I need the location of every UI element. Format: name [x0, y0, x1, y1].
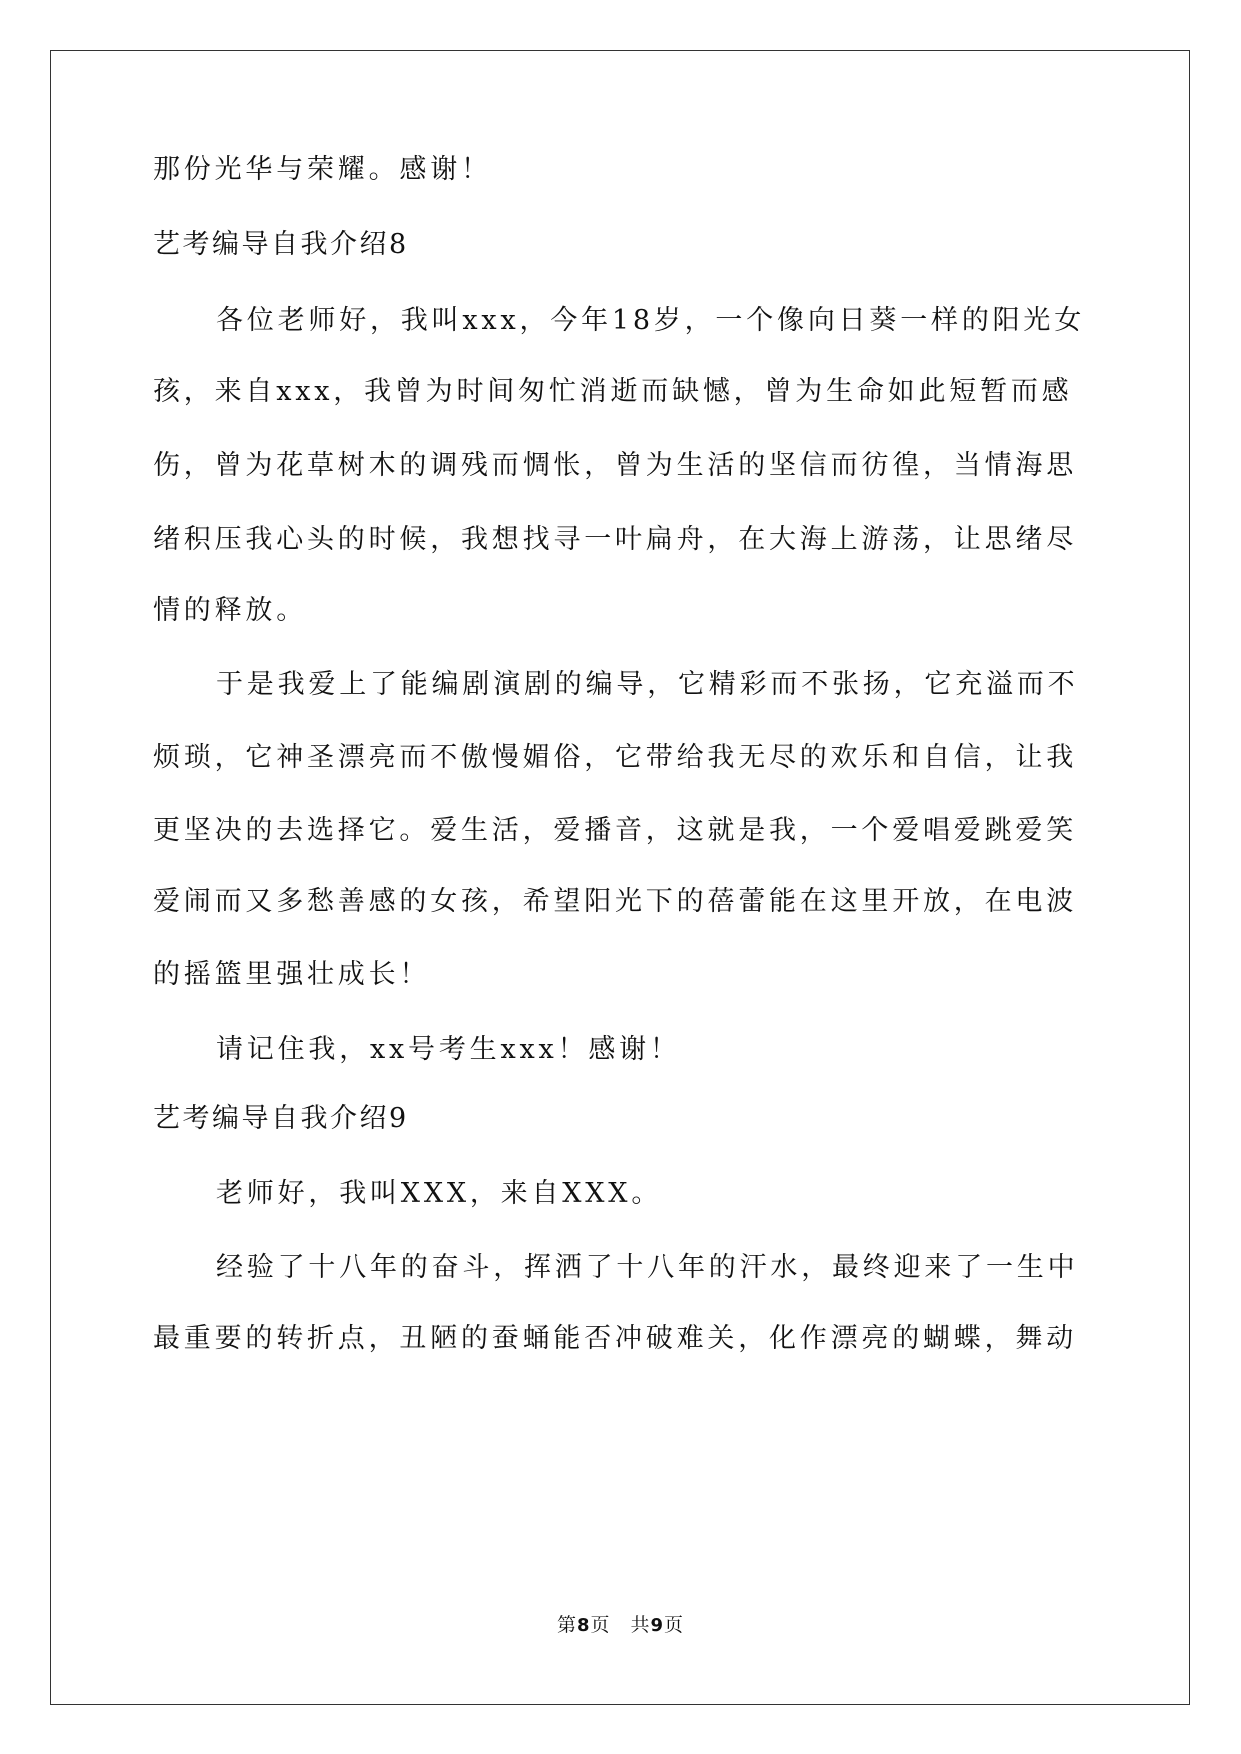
text-line: 那份光华与荣耀。感谢！	[153, 154, 492, 185]
footer-middle: 页 共	[590, 1614, 651, 1636]
paragraph-line: 老师好，我叫XXX，来自XXX。	[216, 1178, 663, 1209]
current-page-number: 8	[576, 1615, 591, 1636]
paragraph-line: 最重要的转折点，丑陋的蚕蛹能否冲破难关，化作漂亮的蝴蝶，舞动	[153, 1323, 1077, 1354]
paragraph-line: 请记住我，xx号考生xxx！感谢！	[216, 1034, 681, 1065]
paragraph-line: 于是我爱上了能编剧演剧的编导，它精彩而不张扬，它充溢而不	[216, 669, 1079, 700]
paragraph-line: 伤，曾为花草树木的调残而惆怅，曾为生活的坚信而彷徨，当情海思	[153, 450, 1077, 481]
paragraph-line: 情的释放。	[153, 595, 307, 626]
paragraph-line: 更坚决的去选择它。爱生活，爱播音，这就是我，一个爱唱爱跳爱笑	[153, 815, 1077, 846]
paragraph-line: 烦琐，它神圣漂亮而不傲慢媚俗，它带给我无尽的欢乐和自信，让我	[153, 742, 1077, 773]
footer-prefix: 第	[556, 1614, 577, 1636]
section-heading: 艺考编导自我介绍8	[153, 229, 409, 260]
paragraph-line: 的摇篮里强壮成长！	[153, 959, 431, 990]
paragraph-line: 绪积压我心头的时候，我想找寻一叶扁舟，在大海上游荡，让思绪尽	[153, 524, 1077, 555]
total-page-number: 9	[650, 1615, 665, 1636]
paragraph-line: 各位老师好，我叫xxx，今年18岁，一个像向日葵一样的阳光女	[216, 305, 1086, 336]
page-border	[50, 50, 1190, 1705]
paragraph-line: 爱闹而又多愁善感的女孩，希望阳光下的蓓蕾能在这里开放，在电波	[153, 886, 1077, 917]
footer-suffix: 页	[664, 1614, 685, 1636]
section-heading: 艺考编导自我介绍9	[153, 1103, 409, 1134]
paragraph-line: 经验了十八年的奋斗，挥洒了十八年的汗水，最终迎来了一生中	[216, 1252, 1079, 1283]
paragraph-line: 孩，来自xxx，我曾为时间匆忙消逝而缺憾，曾为生命如此短暂而感	[153, 376, 1073, 407]
page-footer	[0, 1612, 1241, 1639]
